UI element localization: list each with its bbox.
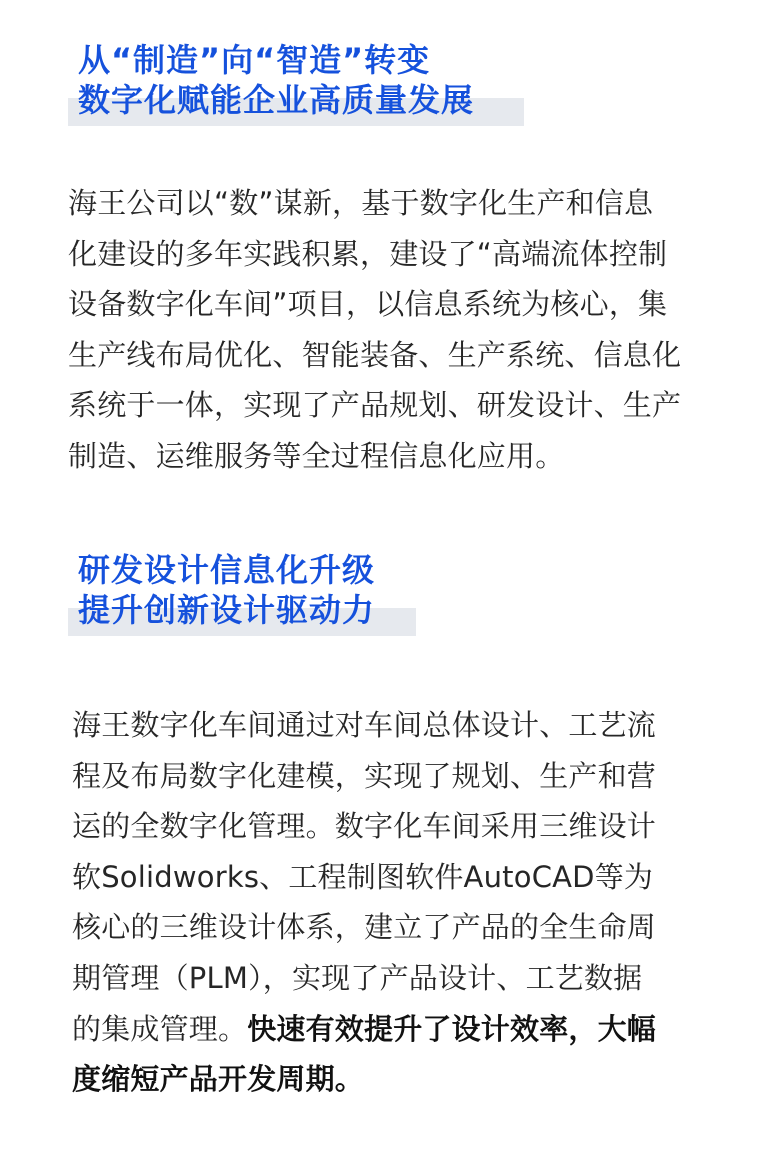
section1-paragraph xyxy=(68,178,718,482)
paragraph-line: 程及布局数字化建模，实现了规划、生产和营 xyxy=(72,758,657,793)
paragraph-text: 的集成管理。 xyxy=(72,1011,248,1046)
paragraph-line: 生产线布局优化、智能装备、生产系统、信息化 xyxy=(68,337,682,372)
section2-heading xyxy=(68,548,416,640)
section2-heading-line-1: 研发设计信息化升级 xyxy=(78,551,376,589)
paragraph-line: 设备数字化车间”项目，以信息系统为核心，集 xyxy=(68,287,668,322)
paragraph-line: 期管理（PLM），实现了产品设计、工艺数据 xyxy=(72,960,643,995)
highlight-text: 快速有效提升了设计效率，大幅 xyxy=(247,1011,657,1046)
paragraph-line: 系统于一体，实现了产品规划、研发设计、生产 xyxy=(68,388,682,423)
highlight-text: 度缩短产品开发周期。 xyxy=(72,1062,365,1097)
section1-heading-line-1: 从“制造”向“智造”转变 xyxy=(78,41,431,79)
section1-heading-line-2: 数字化赋能企业高质量发展 xyxy=(78,81,475,119)
paragraph-line: 运的全数字化管理。数字化车间采用三维设计 xyxy=(72,809,657,844)
section1-heading xyxy=(68,38,524,130)
paragraph-line xyxy=(72,1004,722,1055)
paragraph-line: 海王公司以“数”谋新，基于数字化生产和信息 xyxy=(68,186,654,220)
paragraph-line: 软Solidworks、工程制图软件AutoCAD等为 xyxy=(72,859,654,894)
paragraph-line: 化建设的多年实践积累，建设了“高端流体控制 xyxy=(68,236,668,271)
paragraph-line: 制造、运维服务等全过程信息化应用。 xyxy=(68,438,565,473)
paragraph-line: 核心的三维设计体系，建立了产品的全生命周 xyxy=(72,910,657,945)
paragraph-line: 海王数字化车间通过对车间总体设计、工艺流 xyxy=(72,708,657,742)
section2-paragraph xyxy=(72,700,722,1105)
section2-heading-line-2: 提升创新设计驱动力 xyxy=(78,591,376,629)
